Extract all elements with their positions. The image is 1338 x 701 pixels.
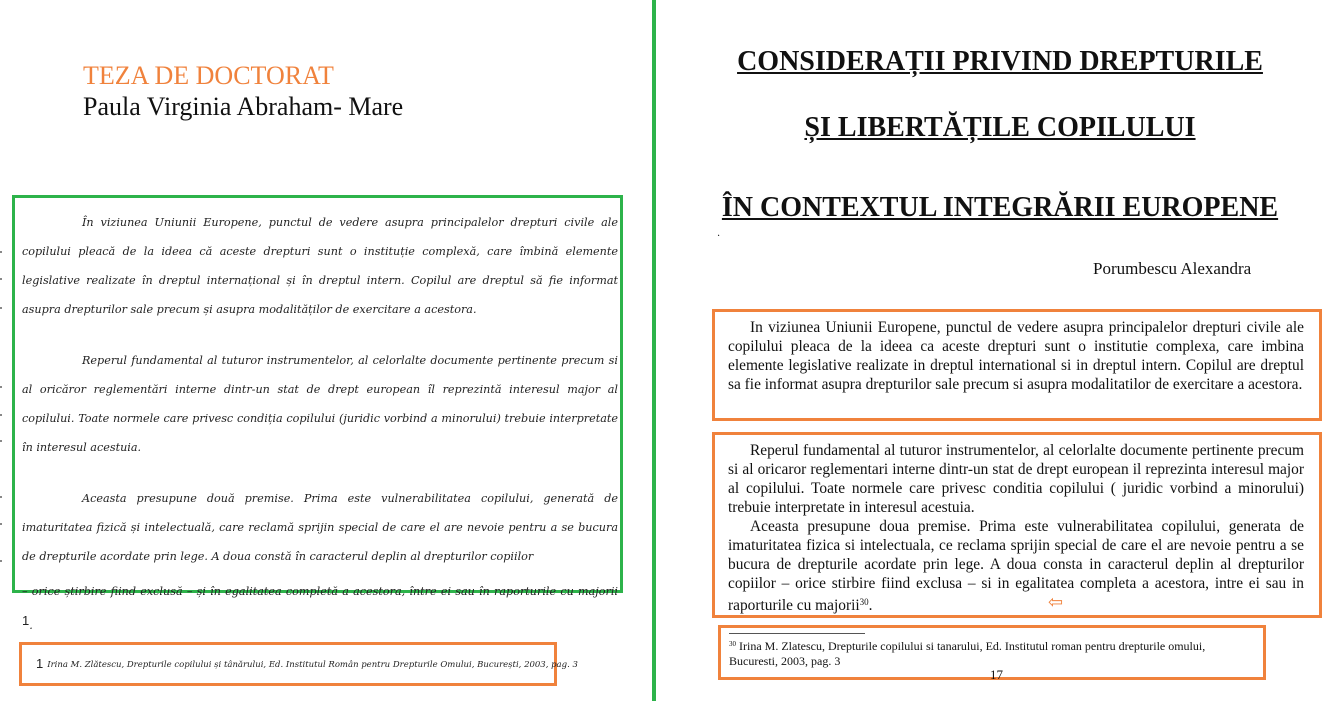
left-page-label: TEZA DE DOCTORAT [83,61,334,90]
page-number: 17 [990,667,1003,682]
right-title-line-2: ȘI LIBERTĂȚILE COPILULUI [804,112,1196,143]
margin-mark [0,386,2,388]
margin-mark [0,440,2,442]
left-paragraph-4: – orice știrbire fiind exclusă – și în egalitatea completă a acestora, între ei sau în raporturile cu majorii $^1$. [22,585,618,632]
left-paragraph-4-text: – orice știrbire fiind exclusă – și în egalitatea completă a acestora, între ei sau în raporturile cu majorii [22,585,618,598]
right-box1-text [728,318,1304,394]
left-paragraph-2: Reperul fundamental al tuturor instrumentelor, al celorlalte documente pertinente precum si al oricăror reglementări interne dintr-un stat de drept european îl reprezintă interesul major al copilului. Toate normele care privesc condiția copilului (juridic vorbind a minorului) trebuie interpretate în interesul acestuia. [22,354,618,454]
right-box2-paragraph-2-text: Aceasta presupune doua premise. Prima este vulnerabilitatea copilului, generata de imaturitatea fizica si intelectuala, ce reclama sprijin special de care el are nevoie pentru a se bucura de drepturile acordate prin lege. A doua consta in caracterul deplin al drepturilor copiilor – orice stirbire fiind exclusa – si in egalitatea completa a acestora, intre ei sau in raporturile cu majorii [728,518,1304,614]
right-footnote-ref-suffix: . [868,597,873,614]
right-footnote-text: Irina M. Zlatescu, Drepturile copilului si tanarului, Ed. Institutul roman pentru drepturile omului, Bucuresti, 2003, pag. 3 [729,639,1206,668]
right-box2-paragraph-2 [728,517,1304,615]
left-arrow-icon: ⇦ [1048,592,1064,613]
right-dot: . [717,228,721,239]
page-divider [652,0,656,701]
margin-mark [0,496,2,498]
margin-mark [0,414,2,416]
left-paragraph-1: În viziunea Uniunii Europene, punctul de vedere asupra principalelor drepturi civile ale copilului pleacă de la ideea că aceste drepturi sunt o instituție complexă, care îmbină elemente legislative realizate în dreptul internațional și în dreptul intern. Copilul are dreptul să fie informat asupra drepturilor sale precum și asupra modalităților de exercitare a acestora. [22,216,618,316]
margin-mark [0,560,2,562]
left-footnote-number: 1 [36,656,44,671]
right-title-line-3: ÎN CONTEXTUL INTEGRĂRII EUROPENE [721,192,1279,223]
right-footnote-number: 30 [729,640,736,648]
right-footnote-ref[interactable]: 30 [859,597,869,607]
left-footnote [36,656,578,671]
right-box1-paragraph: In viziunea Uniunii Europene, punctul de vedere asupra principalelor drepturi civile ale copilului pleaca de la ideea ca aceste drepturi sunt o institutie complexa, care imbina elemente legislative realizate in dreptul international si in dreptul intern. Copilul are dreptul sa fie informat asupra drepturilor sale precum si asupra modalitatilor de exercitare a acestora. [728,319,1304,393]
margin-mark [0,307,2,309]
left-page-author: Paula Virginia Abraham- Mare [83,92,404,121]
right-box2-paragraph-1: Reperul fundamental al tuturor instrumentelor, al celorlalte documente pertinente precum si al oricaror reglementari interne dintr-un stat de drept european il reprezinta interesul major al copilului. Toate normele care privesc conditia copilului ( juridic vorbind a minorului) trebuie interpretate in interesul acestuia. [728,442,1304,516]
right-footnote-separator [729,633,865,634]
left-footnote-text: Irina M. Zlătescu, Drepturile copilului și tânărului, Ed. Institutul Român pentru Drepturile Omului, București, 2003, pag. 3 [47,660,578,670]
right-box2-text [728,441,1304,615]
right-author: Porumbescu Alexandra [1093,259,1252,278]
margin-mark [0,523,2,525]
left-body-text [22,208,618,640]
right-footnote [729,637,1254,669]
margin-mark [0,251,2,253]
margin-mark [0,278,2,280]
left-footnote-ref[interactable]: 1 [22,613,30,628]
right-title-line-1: CONSIDERAȚII PRIVIND DREPTURILE [737,46,1263,77]
left-paragraph-3: Aceasta presupune două premise. Prima este vulnerabilitatea copilului, generată de imaturitatea fizică și intelectuală, care reclamă sprijin special de care el are nevoie pentru a se bucura de drepturile acordate prin lege. A doua constă în caracterul deplin al drepturilor copiilor [22,492,618,563]
